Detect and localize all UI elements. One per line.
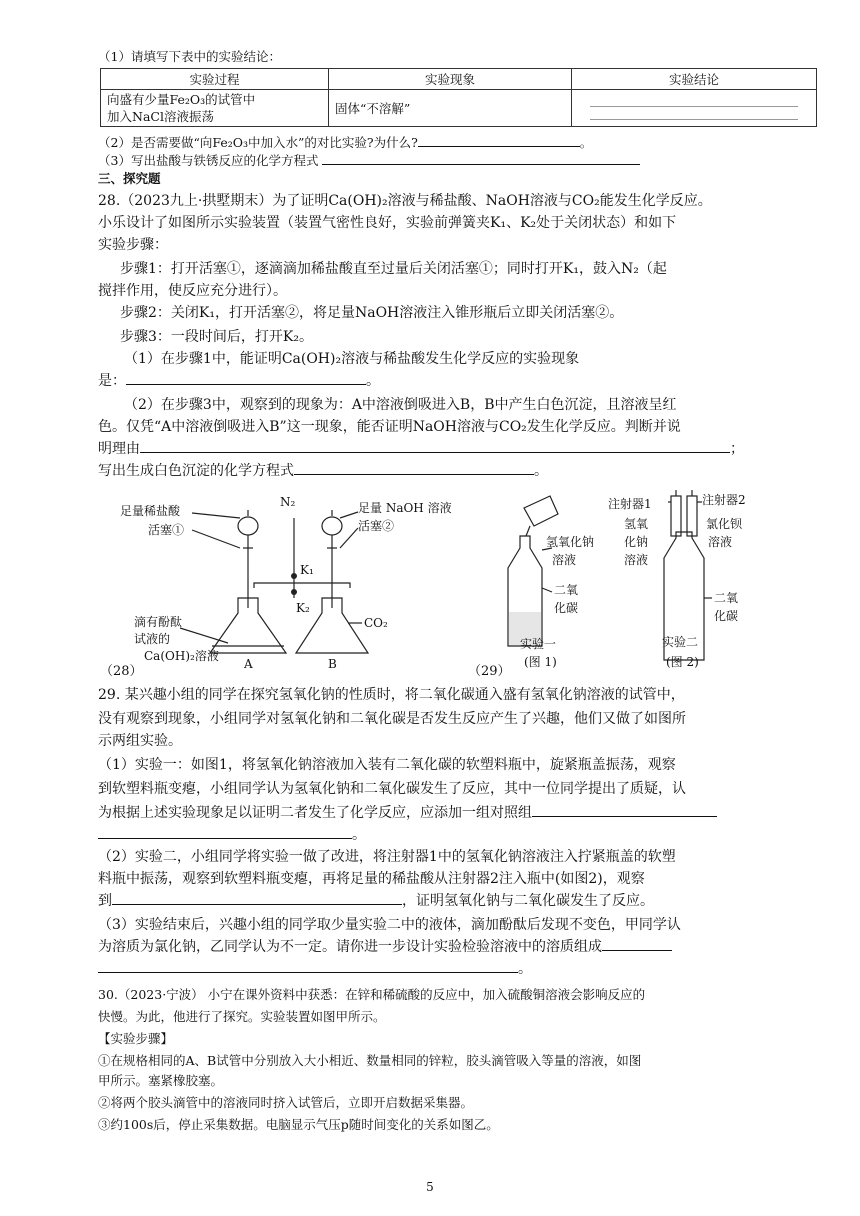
p28-q1-end: 。 bbox=[366, 373, 380, 389]
label-exp1: 实验一 bbox=[520, 637, 557, 651]
p29-line-2: 没有观察到现象，小组同学对氢氧化钠和二氧化碳是否发生反应产生了兴趣，他们又做了如图所 bbox=[98, 711, 686, 727]
p29-q1-blank-a[interactable] bbox=[532, 802, 717, 817]
p28-q2b: 色。仅凭“A中溶液倒吸进入B”这一现象，能否证明NaOH溶液与CO₂发生化学反应。判断并说 bbox=[98, 419, 681, 435]
p29-q1c: 为根据上述实验现象足以证明二者发生了化学反应，应添加一组对照组 bbox=[98, 805, 532, 821]
p28-line-2: 小乐设计了如图所示实验装置（装置气密性良好，实验前弹簧夹K₁、K₂处于关闭状态）和如下 bbox=[98, 215, 677, 231]
p30-steps-title: 【实验步骤】 bbox=[98, 1031, 174, 1046]
clip-k2-icon bbox=[291, 589, 297, 595]
p29-q2b: 料瓶中振荡，观察到软塑料瓶变瘪，再将足量的稀盐酸从注射器2注入瓶中(如图2)，观察 bbox=[98, 871, 645, 887]
p29-q2a: （2）实验二，小组同学将实验一做了改进，将注射器1中的氢氧化钠溶液注入拧紧瓶盖的软塑 bbox=[98, 849, 676, 865]
label-co2-a: 二氧 bbox=[554, 583, 579, 597]
label-fig1: (图 1) bbox=[524, 655, 557, 669]
p29-q1-end: 。 bbox=[352, 827, 366, 843]
label-acid: 足量稀盐酸 bbox=[120, 504, 181, 518]
p29-q3-blank-b[interactable] bbox=[98, 958, 518, 973]
q1-intro: （1）请填写下表中的实验结论： bbox=[98, 49, 281, 64]
p28-q2d: 写出生成白色沉淀的化学方程式 bbox=[98, 463, 294, 479]
p29-line-3: 示两组实验。 bbox=[98, 733, 182, 749]
label-naoh-1: 氢氧化钠 bbox=[546, 535, 595, 549]
label-b: B bbox=[328, 657, 337, 671]
p30-step-3: ③约100s后，停止采集数据。电脑显示气压p随时间变化的关系如图乙。 bbox=[98, 1117, 499, 1132]
label-co2-b: 化碳 bbox=[554, 601, 579, 615]
label-k2: K₂ bbox=[296, 601, 310, 615]
label-k1: K₁ bbox=[300, 563, 314, 577]
p29-q2c: 到 bbox=[98, 893, 112, 909]
label-syringe-1: 注射器1 bbox=[608, 497, 652, 511]
cell-phenomenon: 固体“不溶解” bbox=[329, 90, 572, 127]
p28-step-3: 步骤3：一段时间后，打开K₂。 bbox=[120, 329, 313, 345]
label-phenol-1: 滴有酚酞 bbox=[134, 615, 183, 629]
p28-line-3: 实验步骤： bbox=[98, 237, 168, 253]
p30-step-1b: 甲所示。塞紧橡胶塞。 bbox=[98, 1073, 224, 1088]
label-exp2: 实验二 bbox=[662, 635, 699, 649]
p29-q2c-end: ，证明氢氧化钠与二氧化碳发生了反应。 bbox=[402, 893, 654, 909]
p29-q1-blank-b[interactable] bbox=[98, 824, 352, 839]
label-valve1: 活塞① bbox=[148, 523, 185, 537]
label-caoh: Ca(OH)₂溶液 bbox=[144, 649, 219, 663]
label-phenol-2: 试液的 bbox=[134, 632, 171, 646]
header-conclusion: 实验结论 bbox=[572, 69, 817, 90]
p29-q1c-line bbox=[98, 802, 763, 824]
p28-q2c-line bbox=[98, 438, 763, 460]
label-valve2: 活塞② bbox=[358, 519, 395, 533]
p30-step-1a: ①在规格相同的A、B试管中分别放入大小相近、数量相同的锌粒，胶头滴管吸入等量的溶液，如图 bbox=[98, 1053, 642, 1068]
p29-line-1: 29. 某兴趣小组的同学在探究氢氧化钠的性质时，将二氧化碳通入盛有氢氧化钠溶液的试管中， bbox=[98, 687, 685, 703]
label-fig2: (图 2) bbox=[666, 655, 699, 669]
p29-q1a: （1）实验一：如图1，将氢氧化钠溶液加入装有二氧化碳的软塑料瓶中，旋紧瓶盖振荡，观察 bbox=[98, 757, 676, 773]
label-n2: N₂ bbox=[280, 495, 296, 509]
table-row bbox=[101, 90, 817, 127]
q2-end: 。 bbox=[579, 135, 593, 150]
apparatus-figure-29 bbox=[490, 488, 760, 682]
p29-q2-blank[interactable] bbox=[112, 890, 402, 905]
header-phenomenon: 实验现象 bbox=[329, 69, 572, 90]
p28-step-1b: 搅拌作用，使反应充分进行）。 bbox=[98, 283, 287, 299]
p28-q1-blank[interactable] bbox=[126, 370, 366, 385]
p28-q2c-end: ； bbox=[730, 441, 744, 457]
header-process: 实验过程 bbox=[101, 69, 329, 90]
table-header-row bbox=[101, 69, 817, 90]
p29-q3-cont bbox=[98, 958, 763, 980]
figure-29-label: （29） bbox=[468, 664, 511, 679]
p28-step-2: 步骤2：关闭K₁，打开活塞②，将足量NaOH溶液注入锥形瓶后立即关闭活塞②。 bbox=[120, 305, 624, 321]
label-naoh-2: 溶液 bbox=[552, 553, 577, 567]
label-naoh: 足量 NaOH 溶液 bbox=[358, 501, 452, 515]
p28-q1a: （1）在步骤1中，能证明Ca(OH)₂溶液与稀盐酸发生化学反应的实验现象 bbox=[124, 351, 580, 367]
p28-q2d-end: 。 bbox=[534, 463, 548, 479]
label-n-2: 化钠 bbox=[624, 535, 649, 549]
p28-q2-reason-blank[interactable] bbox=[140, 438, 730, 453]
p30-line-1: 30.（2023·宁波） 小宁在课外资料中获悉：在锌和稀硫酸的反应中，加入硫酸铜溶液会影响反应的 bbox=[98, 987, 646, 1002]
p28-line-1: 28.（2023九上·拱墅期末）为了证明Ca(OH)₂溶液与稀盐酸、NaOH溶液与CO₂能发生化学反应。 bbox=[98, 193, 712, 209]
p28-q1b: 是： bbox=[98, 373, 126, 389]
p28-q2-equation-blank[interactable] bbox=[294, 460, 534, 475]
p28-q2d-line bbox=[98, 460, 763, 482]
p29-q2c-line bbox=[98, 890, 763, 912]
clip-k1-icon bbox=[291, 573, 297, 579]
figure-28-label: （28） bbox=[100, 664, 143, 679]
p29-q1b: 到软塑料瓶变瘪，小组同学认为氢氧化钠和二氧化碳发生了反应，其中一位同学提出了质疑，认 bbox=[98, 781, 686, 797]
label-co2: CO₂ bbox=[364, 616, 388, 630]
q2-blank[interactable] bbox=[418, 132, 580, 147]
p28-step-1a: 步骤1：打开活塞①，逐滴滴加稀盐酸直至过量后关闭活塞①；同时打开K₁，鼓入N₂（起 bbox=[120, 261, 667, 277]
q2-text: （2）是否需要做“向Fe₂O₃中加入水”的对比实验?为什么? bbox=[98, 135, 418, 150]
p30-line-2: 快慢。为此，他进行了探究。实验装置如图甲所示。 bbox=[98, 1009, 386, 1024]
p29-q1-cont bbox=[98, 824, 763, 846]
label-co2-d: 化碳 bbox=[714, 609, 739, 623]
section-title: 三、探究题 bbox=[98, 171, 161, 186]
label-bacl-1: 氯化钡 bbox=[706, 517, 743, 531]
label-a: A bbox=[244, 657, 253, 671]
p30-step-2: ②将两个胶头滴管中的溶液同时挤入试管后，立即开启数据采集器。 bbox=[98, 1095, 474, 1110]
p29-q3a: （3）实验结束后，兴趣小组的同学取少量实验二中的液体，滴加酚酞后发现不变色，甲同学认 bbox=[98, 917, 681, 933]
process-line-2: 加入NaCl溶液振荡 bbox=[107, 109, 214, 124]
experiment-table bbox=[100, 68, 817, 127]
p29-q3b: 为溶质为氯化钠，乙同学认为不一定。请你进一步设计实验检验溶液中的溶质组成 bbox=[98, 939, 602, 955]
p28-q2a: （2）在步骤3中，观察到的现象为：A中溶液倒吸进入B，B中产生白色沉淀，且溶液呈红 bbox=[124, 397, 677, 413]
cell-process bbox=[101, 90, 329, 127]
label-bacl-2: 溶液 bbox=[708, 535, 733, 549]
label-n-1: 氢氧 bbox=[624, 517, 649, 531]
cell-conclusion-blank[interactable] bbox=[572, 90, 817, 127]
apparatus-figure-28 bbox=[100, 488, 470, 672]
q3-blank[interactable] bbox=[322, 150, 640, 165]
page-number: 5 bbox=[426, 1180, 434, 1194]
label-syringe-2: 注射器2 bbox=[702, 493, 746, 507]
p29-q3-blank-a[interactable] bbox=[602, 936, 672, 951]
q3-text: （3）写出盐酸与铁锈反应的化学方程式 bbox=[98, 153, 319, 168]
p28-q1b-line bbox=[98, 370, 763, 392]
p28-q2c: 明理由 bbox=[98, 441, 140, 457]
process-line-1: 向盛有少量Fe₂O₃的试管中 bbox=[107, 92, 256, 107]
label-co2-c: 二氧 bbox=[714, 591, 739, 605]
p29-q3-end: 。 bbox=[518, 961, 532, 977]
p29-q3b-line bbox=[98, 936, 763, 958]
label-n-3: 溶液 bbox=[624, 553, 649, 567]
